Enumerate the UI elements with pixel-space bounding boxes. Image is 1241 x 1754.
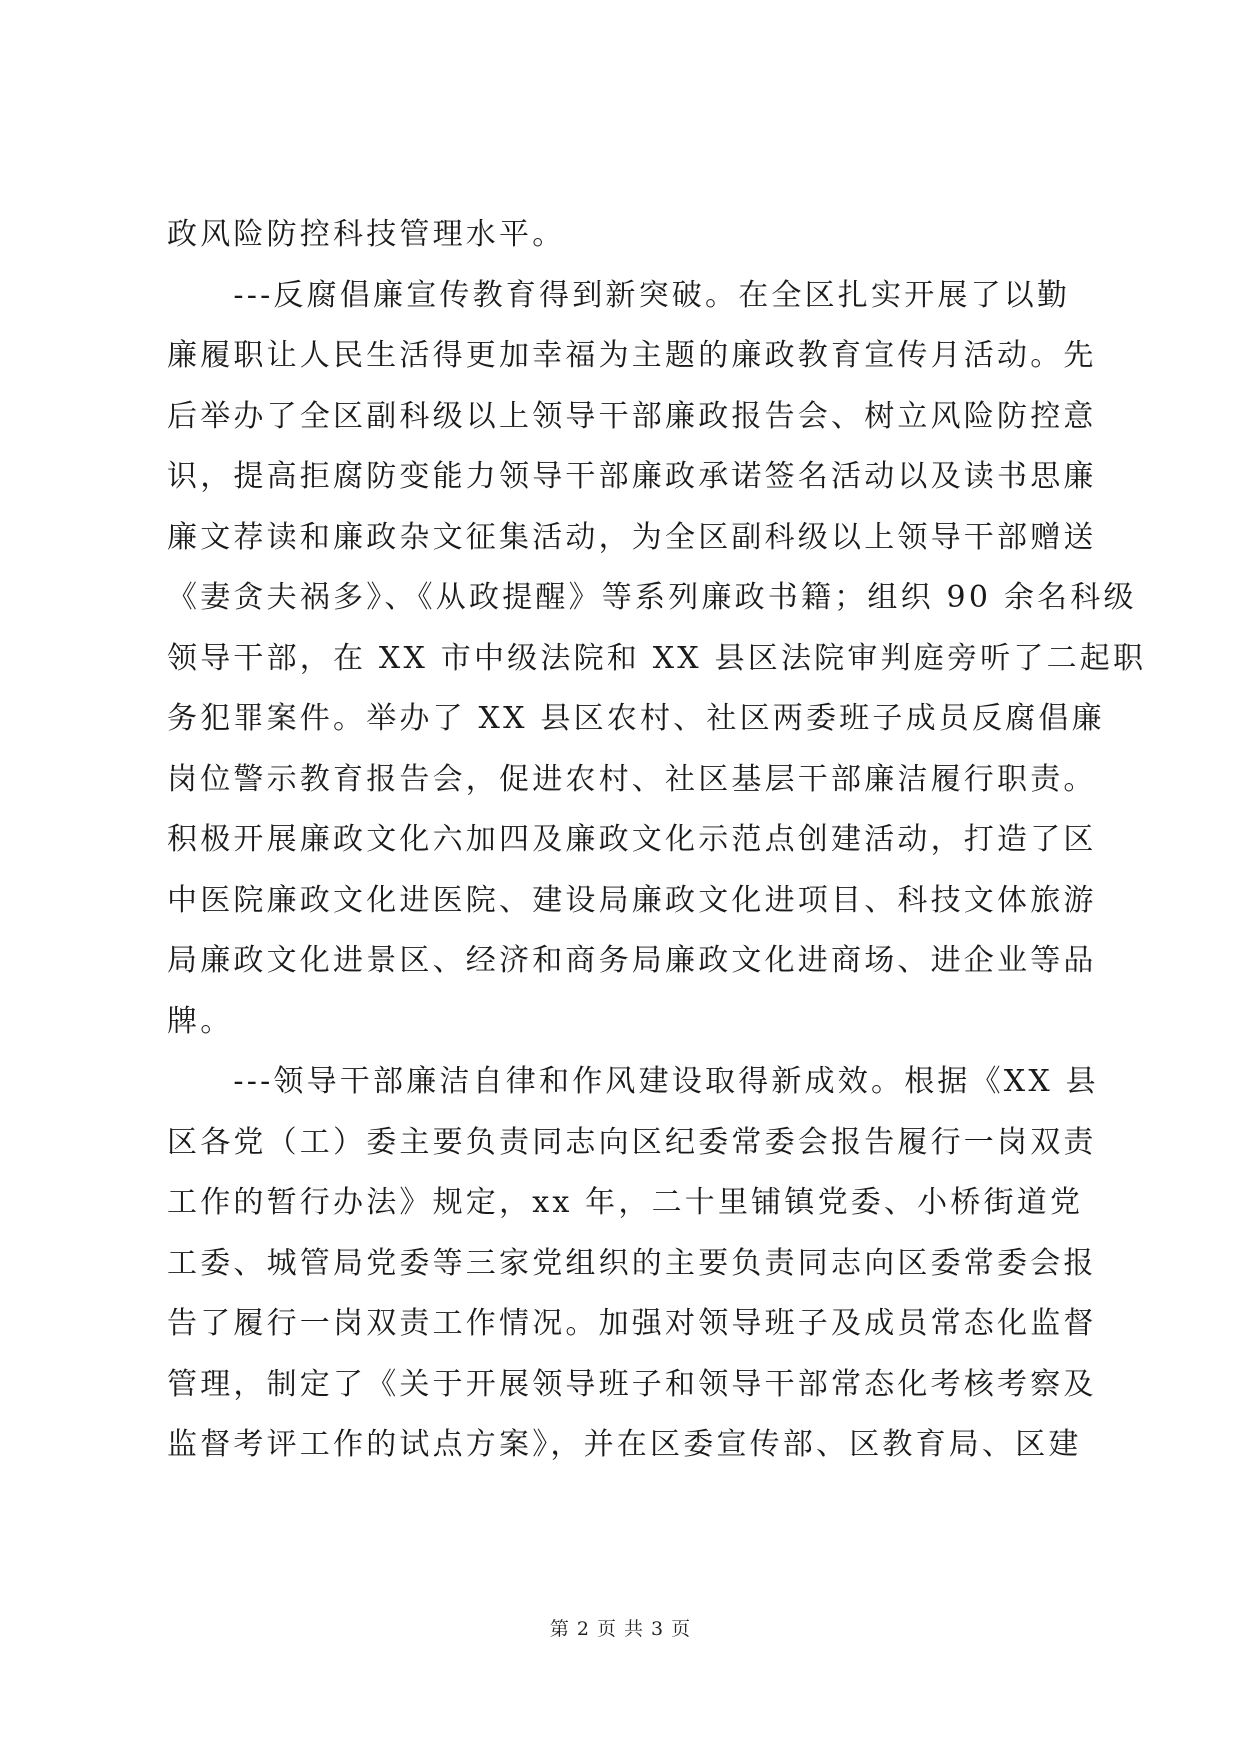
text-line: 告了履行一岗双责工作情况。加强对领导班子及成员常态化监督 (167, 1306, 1097, 1341)
body-text (167, 205, 1147, 1476)
text-line: 识，提高拒腐防变能力领导干部廉政承诺签名活动以及读书思廉 (167, 459, 1097, 494)
text-line: 廉履职让人民生活得更加幸福为主题的廉政教育宣传月活动。先 (167, 338, 1097, 373)
text-line: 管理，制定了《关于开展领导班子和领导干部常态化考核考察及 (167, 1366, 1097, 1402)
text-line: 领导干部，在 XX 市中级法院和 XX 县区法院审判庭旁听了二起职 (167, 640, 1147, 676)
text-line: 积极开展廉政文化六加四及廉政文化示范点创建活动，打造了区 (167, 822, 1097, 857)
text-line: 工委、城管局党委等三家党组织的主要负责同志向区委常委会报 (167, 1245, 1097, 1281)
text-line: 监督考评工作的试点方案》，并在区委宣传部、区教育局、区建 (167, 1427, 1082, 1462)
text-line: 中医院廉政文化进医院、建设局廉政文化进项目、科技文体旅游 (167, 882, 1097, 918)
text-line: 局廉政文化进景区、经济和商务局廉政文化进商场、进企业等品 (167, 943, 1097, 978)
text-line: 牌。 (167, 1003, 234, 1039)
page-number-footer: 第 2 页 共 3 页 (549, 1618, 692, 1640)
text-line: 廉文荐读和廉政杂文征集活动，为全区副科级以上领导干部赠送 (167, 519, 1097, 555)
text-line: ---领导干部廉洁自律和作风建设取得新成效。根据《XX 县 (167, 1064, 1099, 1099)
text-line: 政风险防控科技管理水平。 (167, 217, 566, 252)
text-line: 区各党（工）委主要负责同志向区纪委常委会报告履行一岗双责 (167, 1124, 1097, 1160)
text-line: ---反腐倡廉宣传教育得到新突破。在全区扎实开展了以勤 (167, 277, 1071, 313)
text-line: 后举办了全区副科级以上领导干部廉政报告会、树立风险防控意 (167, 398, 1097, 434)
text-line: 工作的暂行办法》规定，xx 年，二十里铺镇党委、小桥街道党 (167, 1185, 1084, 1220)
text-line: 《妻贪夫祸多》、《从政提醒》等系列廉政书籍；组织 90 余名科级 (167, 580, 1137, 615)
text-line: 务犯罪案件。举办了 XX 县区农村、社区两委班子成员反腐倡廉 (167, 701, 1105, 736)
text-line: 岗位警示教育报告会，促进农村、社区基层干部廉洁履行职责。 (167, 761, 1097, 797)
